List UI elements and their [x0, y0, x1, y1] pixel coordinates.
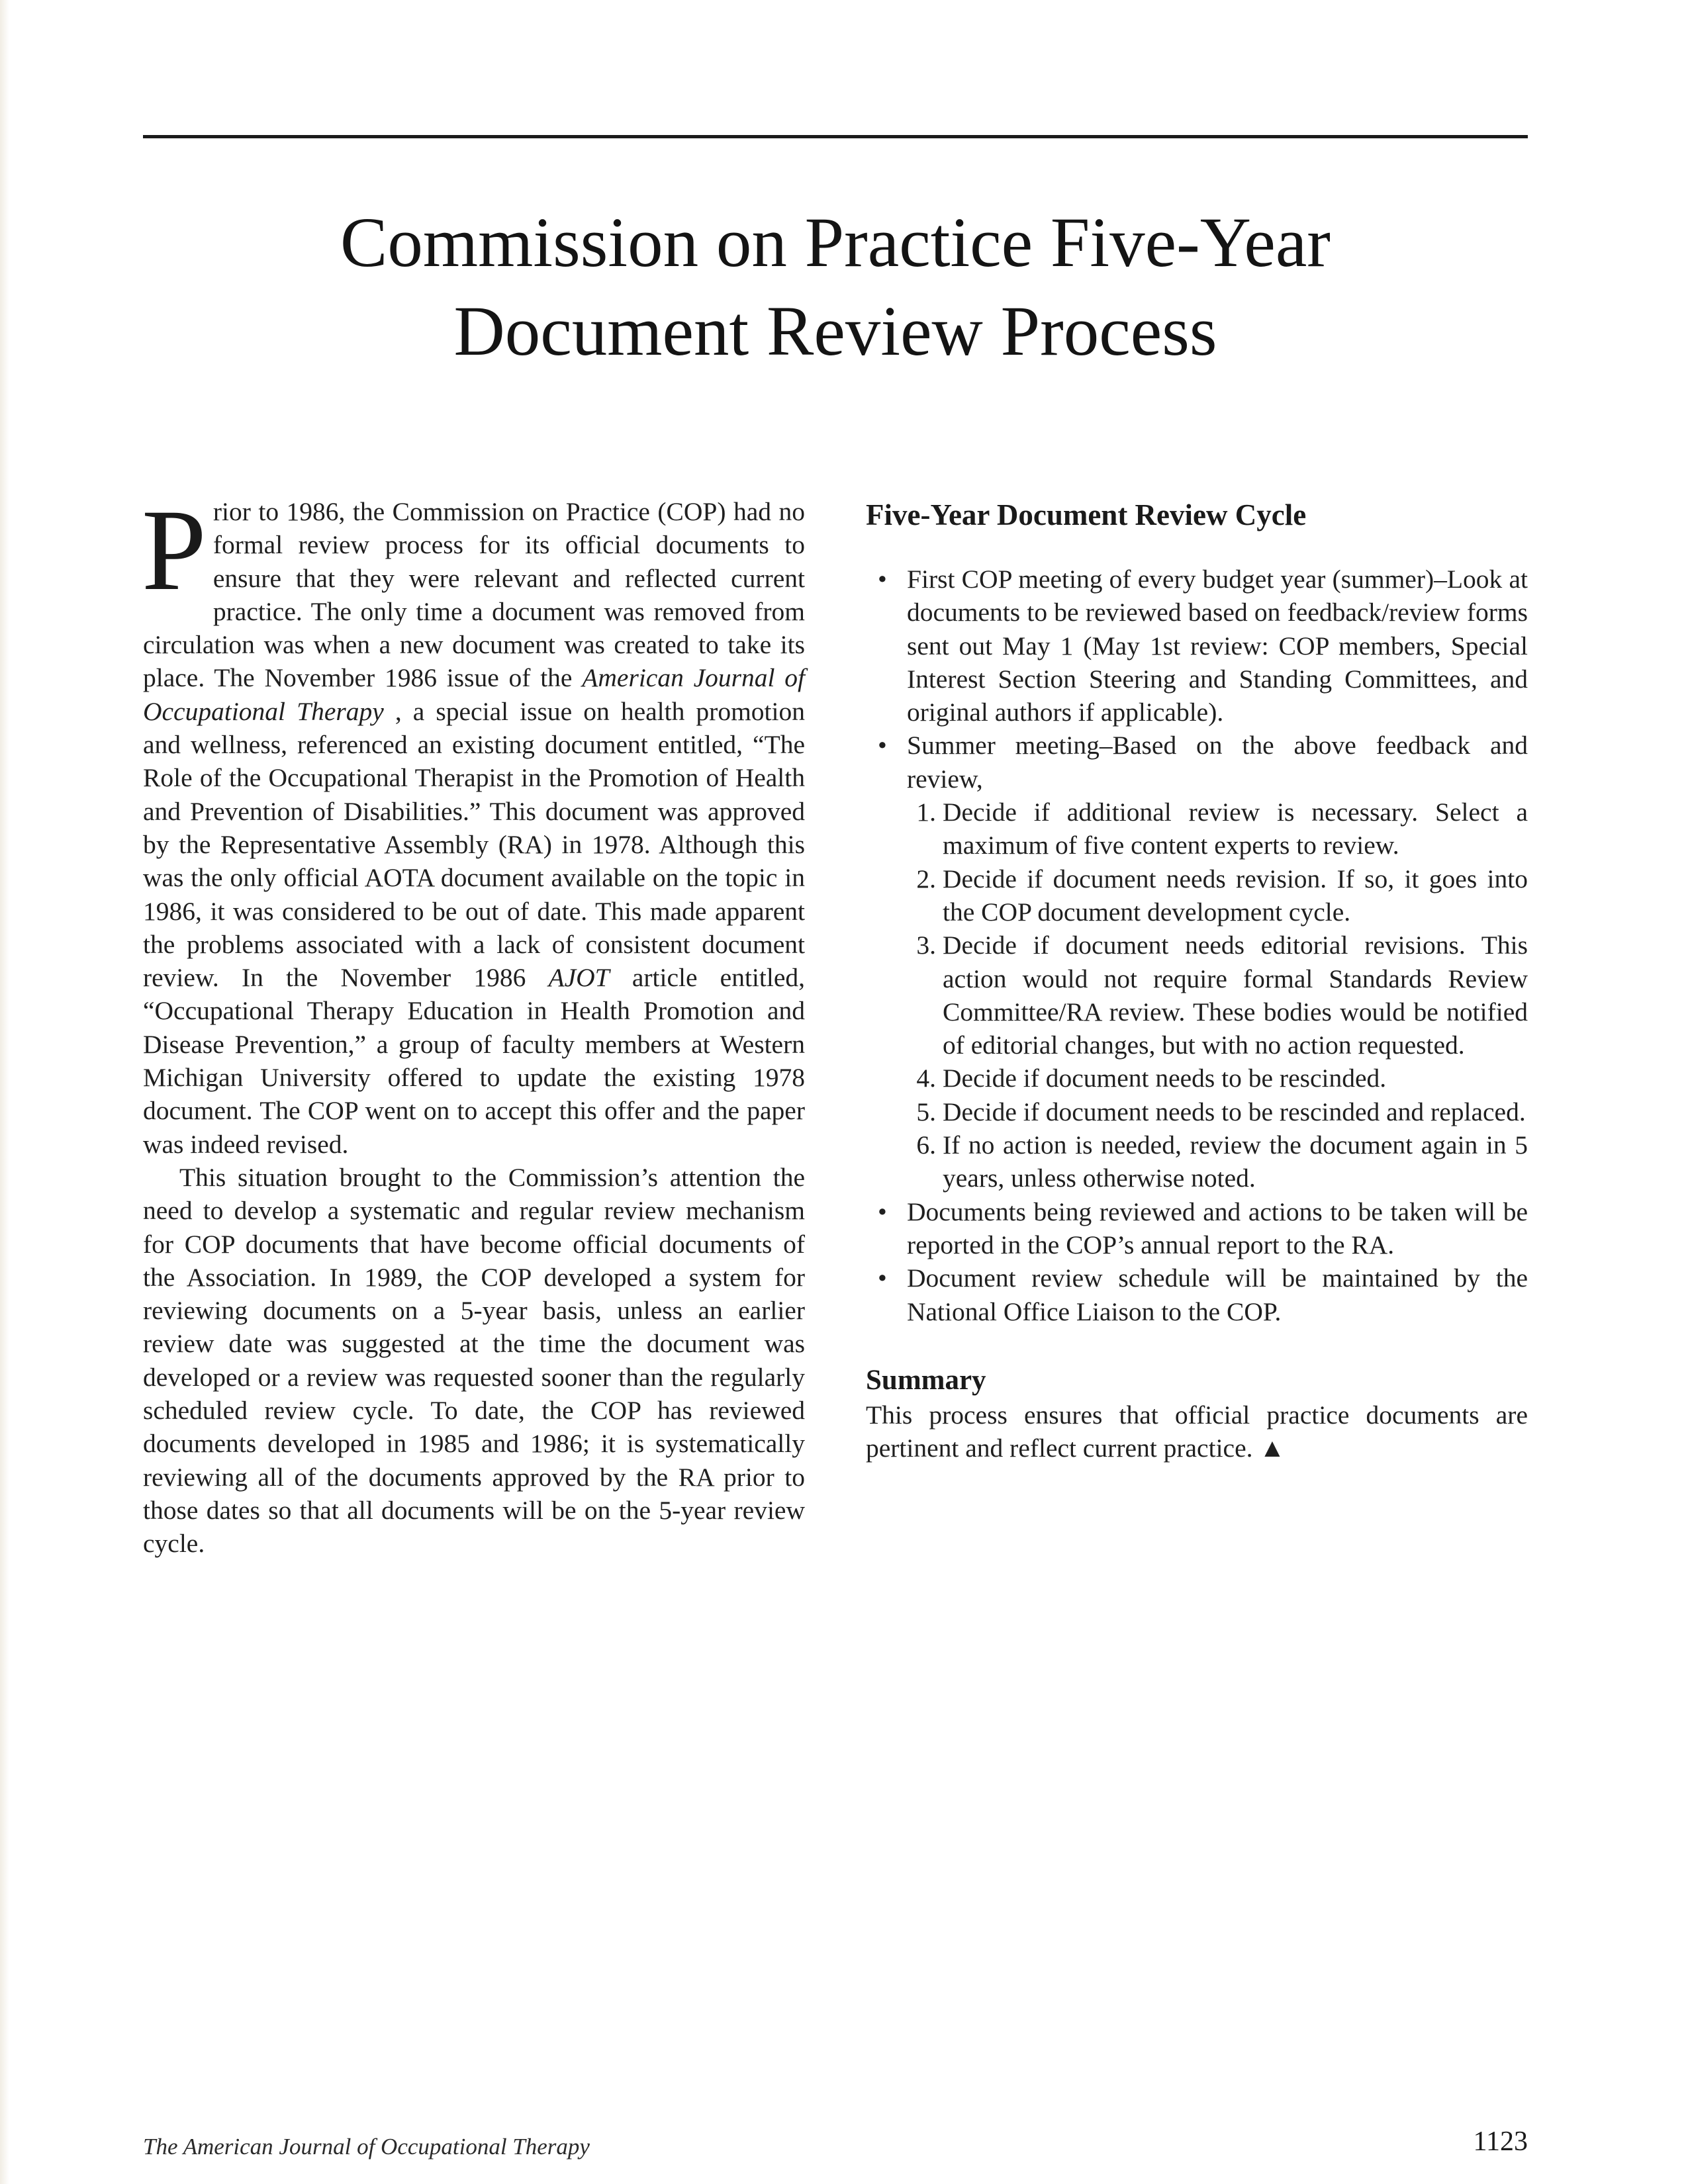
intro-text-c: article entitled, “Occupational Therapy Education in Health Promotion and Disease Prevention,” a group of faculty members at Western Michigan University offered to update the existing 1978 document. The COP went on to accept this offer and the paper was indeed revised. — [143, 963, 806, 1159]
step-item — [916, 929, 1528, 1062]
step-text: If no action is needed, review the document again in 5 years, unless otherwise noted. — [943, 1130, 1528, 1193]
review-cycle-list — [866, 563, 1528, 1328]
bullet-icon: • — [878, 1197, 887, 1226]
bullet-text: First COP meeting of every budget year (summer)–Look at documents to be reviewed based on feedback/review forms sent out May 1 (May 1st review: COP members, Special Interest Section Steering and Standing Committees, and original authors if applicable). — [907, 565, 1528, 727]
step-item — [916, 1062, 1528, 1095]
title-line-2: Document Review Process — [453, 293, 1217, 371]
step-number: 4. — [916, 1064, 936, 1093]
bullet-text: Document review schedule will be maintained by the National Office Liaison to the COP. — [907, 1263, 1528, 1326]
title-line-1: Commission on Practice Five-Year — [340, 204, 1331, 282]
list-item — [878, 1195, 1528, 1262]
right-column — [866, 495, 1528, 1465]
decision-steps — [907, 796, 1528, 1195]
step-number: 5. — [916, 1097, 936, 1126]
bullet-text: Documents being reviewed and actions to be taken will be reported in the COP’s annual report to the RA. — [907, 1197, 1528, 1259]
step-text: Decide if document needs to be rescinded. — [943, 1064, 1387, 1093]
bullet-text: Summer meeting–Based on the above feedback and review, — [907, 731, 1528, 794]
footer-journal-name: The American Journal of Occupational Therapy — [143, 2134, 590, 2160]
step-text: Decide if additional review is necessary. Select a maximum of five content experts to review. — [943, 797, 1528, 860]
journal-name: American Journal of Occupational Therapy — [143, 663, 805, 726]
step-item — [916, 796, 1528, 862]
step-item — [916, 1095, 1528, 1128]
article-title — [143, 199, 1528, 376]
step-text: Decide if document needs editorial revisions. This action would not require formal Standards Review Committee/RA review. These bodies would be notified of editorial changes, but with no action requested. — [943, 931, 1528, 1060]
list-item — [878, 563, 1528, 729]
step-number: 3. — [916, 931, 936, 960]
step-text: Decide if document needs to be rescinded and replaced. — [943, 1097, 1526, 1126]
intro-paragraph — [142, 486, 806, 1161]
summary-text: This process ensures that official practice documents are pertinent and reflect current practice. — [866, 1400, 1528, 1463]
step-number: 1. — [916, 797, 936, 827]
list-item — [878, 729, 1528, 1195]
top-rule — [143, 135, 1528, 138]
bullet-icon: • — [878, 1263, 887, 1293]
summary-heading: Summary — [866, 1364, 986, 1396]
bullet-icon: • — [878, 565, 887, 594]
list-item — [878, 1261, 1528, 1328]
end-mark-icon: ▲ — [1259, 1433, 1286, 1463]
review-cycle-heading: Five-Year Document Review Cycle — [866, 498, 1307, 531]
left-column — [142, 486, 806, 1561]
step-text: Decide if document needs revision. If so, it goes into the COP document development cycle. — [943, 864, 1528, 927]
step-item — [916, 1128, 1528, 1195]
second-paragraph: This situation brought to the Commission’s attention the need to develop a systematic and regular review mechanism for COP documents that have become official documents of the Association. In 1989, the COP developed a system for reviewing documents on a 5-year basis, unless an earlier review date was suggested at the time the document was developed or a review was requested sooner than the regularly scheduled review cycle. To date, the COP has reviewed documents developed in 1985 and 1986; it is systematically reviewing all of the documents approved by the RA prior to those dates so that all documents will be on the 5-year review cycle. — [143, 1162, 805, 1559]
page-number: 1123 — [1473, 2126, 1528, 2157]
bullet-icon: • — [878, 731, 887, 760]
page-edge-shadow — [0, 0, 9, 2184]
ajot-abbrev: AJOT — [548, 963, 610, 993]
step-number: 2. — [916, 864, 936, 893]
step-number: 6. — [916, 1130, 936, 1160]
intro-text-b: , a special issue on health promotion and wellness, referenced an existing document entitled, “The Role of the Occupational Therapist in the Promotion of Health and Prevention of Disabilities.” This document was approved by the Representative Assembly (RA) in 1978. Although this was the only official AOTA document available on the topic in 1986, it was considered to be out of date. This made apparent the problems associated with a lack of consistent document review. In the November 1986 — [143, 696, 805, 993]
drop-cap: P — [142, 486, 207, 615]
step-item — [916, 862, 1528, 929]
summary-paragraph — [866, 1398, 1528, 1465]
intro-text-a: rior to 1986, the Commission on Practice (COP) had no formal review process for its official documents to ensure that they were relevant and reflected current practice. The only time a document was removed from circulation was when a new document was created to take its place. The November 1986 issue of the — [143, 497, 805, 693]
